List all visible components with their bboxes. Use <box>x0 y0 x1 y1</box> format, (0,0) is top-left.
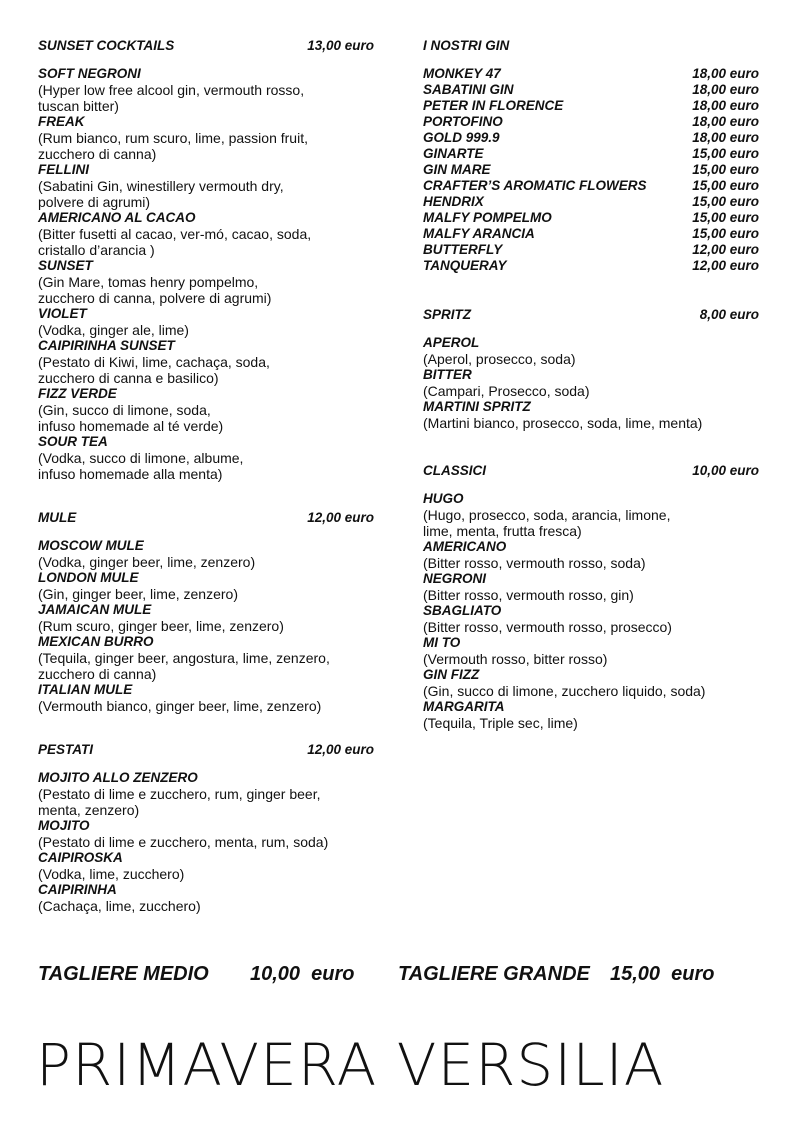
drink-name: APEROL <box>423 335 480 350</box>
drink-name: AMERICANO AL CACAO <box>38 210 196 225</box>
drink-description: (Hyper low free alcool gin, vermouth rosso, <box>38 82 305 98</box>
gin-row <box>423 258 759 274</box>
menu-item <box>423 603 759 635</box>
drink-description: (Sabatini Gin, winestillery vermouth dry, <box>38 178 284 194</box>
drink-name: SOUR TEA <box>38 434 108 449</box>
drink-description: (Vermouth rosso, bitter rosso) <box>423 651 608 667</box>
drink-description: cristallo d’arancia ) <box>38 242 155 258</box>
gin-name: HENDRIX <box>423 194 484 209</box>
drink-description: zucchero di canna, polvere di agrumi) <box>38 290 272 306</box>
gin-price: 18,00 euro <box>692 66 759 81</box>
gin-price: 12,00 euro <box>692 242 759 257</box>
drink-name: VIOLET <box>38 306 87 321</box>
drink-description: (Martini bianco, prosecco, soda, lime, menta) <box>423 415 703 431</box>
section-gin <box>423 36 759 274</box>
drink-description: (Vodka, lime, zucchero) <box>38 866 185 882</box>
drink-name: AMERICANO <box>423 539 507 554</box>
section-title: SPRITZ <box>423 307 472 322</box>
section-price: 12,00 euro <box>307 742 374 757</box>
drink-name: MARGARITA <box>423 699 505 714</box>
drink-description: zucchero di canna) <box>38 146 157 162</box>
menu-item <box>38 66 374 114</box>
gin-row <box>423 210 759 226</box>
tagliere-price: 10,00 euro <box>250 963 355 985</box>
tagliere-row <box>38 963 758 986</box>
gin-price: 15,00 euro <box>692 226 759 241</box>
gin-price: 15,00 euro <box>692 162 759 177</box>
gin-price: 15,00 euro <box>692 194 759 209</box>
drink-description: lime, menta, frutta fresca) <box>423 523 582 539</box>
tagliere-name: TAGLIERE GRANDE <box>398 963 590 985</box>
left-column <box>38 36 374 914</box>
drink-name: CAIPIRINHA <box>38 882 117 897</box>
menu-item <box>423 399 759 431</box>
section-title: PESTATI <box>38 742 94 757</box>
gin-row <box>423 130 759 146</box>
drink-name: ITALIAN MULE <box>38 682 133 697</box>
menu-item <box>38 306 374 338</box>
drink-description: tuscan bitter) <box>38 98 119 114</box>
section-header <box>423 36 759 56</box>
brand-title: PRIMAVERA VERSILIA <box>36 1031 665 1099</box>
gin-name: BUTTERFLY <box>423 242 503 257</box>
gin-price: 18,00 euro <box>692 82 759 97</box>
section-header <box>38 36 374 56</box>
menu-item <box>38 818 374 850</box>
gin-name: PETER IN FLORENCE <box>423 98 564 113</box>
section-title: MULE <box>38 510 77 525</box>
section-title: CLASSICI <box>423 463 487 478</box>
drink-name: SBAGLIATO <box>423 603 502 618</box>
drink-name: MOJITO ALLO ZENZERO <box>38 770 198 785</box>
menu-item <box>423 635 759 667</box>
gin-price: 12,00 euro <box>692 258 759 273</box>
gin-name: MONKEY 47 <box>423 66 501 81</box>
drink-name: JAMAICAN MULE <box>38 602 152 617</box>
gin-name: SABATINI GIN <box>423 82 514 97</box>
drink-name: MI TO <box>423 635 461 650</box>
menu-item <box>423 335 759 367</box>
menu-item <box>38 770 374 818</box>
drink-description: (Rum scuro, ginger beer, lime, zenzero) <box>38 618 284 634</box>
section-header <box>38 508 374 528</box>
drink-name: SOFT NEGRONI <box>38 66 141 81</box>
gin-name: GOLD 999.9 <box>423 130 500 145</box>
drink-description: (Vermouth bianco, ginger beer, lime, zenzero) <box>38 698 322 714</box>
menu-item <box>38 258 374 306</box>
drink-description: (Bitter rosso, vermouth rosso, prosecco) <box>423 619 672 635</box>
drink-name: MEXICAN BURRO <box>38 634 154 649</box>
drink-description: (Pestato di lime e zucchero, rum, ginger beer, <box>38 786 321 802</box>
drink-description: (Cachaça, lime, zucchero) <box>38 898 201 914</box>
gin-name: GIN MARE <box>423 162 491 177</box>
section-sunset-cocktails <box>38 36 374 482</box>
menu-item <box>38 682 374 714</box>
drink-name: SUNSET <box>38 258 93 273</box>
menu-item <box>38 434 374 482</box>
menu-item <box>38 602 374 634</box>
menu-item <box>423 539 759 571</box>
gin-name: CRAFTER’S AROMATIC FLOWERS <box>423 178 647 193</box>
gin-row <box>423 242 759 258</box>
drink-description: (Vodka, succo di limone, albume, <box>38 450 244 466</box>
drink-description: (Bitter fusetti al cacao, ver-mó, cacao, soda, <box>38 226 312 242</box>
gin-row <box>423 98 759 114</box>
drink-name: CAIPIROSKA <box>38 850 123 865</box>
menu-item <box>423 367 759 399</box>
gin-row <box>423 178 759 194</box>
gin-row <box>423 162 759 178</box>
section-pestati <box>38 740 374 914</box>
drink-description: (Gin Mare, tomas henry pompelmo, <box>38 274 259 290</box>
drink-name: GIN FIZZ <box>423 667 480 682</box>
section-mule <box>38 508 374 714</box>
drink-name: BITTER <box>423 367 472 382</box>
tagliere-grande <box>398 963 758 986</box>
drink-description: zucchero di canna) <box>38 666 157 682</box>
gin-row <box>423 146 759 162</box>
section-classici <box>423 461 759 731</box>
drink-description: menta, zenzero) <box>38 802 140 818</box>
section-header <box>423 305 759 325</box>
gin-price: 18,00 euro <box>692 114 759 129</box>
tagliere-price: 15,00 euro <box>610 963 715 985</box>
drink-name: NEGRONI <box>423 571 487 586</box>
menu-item <box>423 667 759 699</box>
gin-row <box>423 194 759 210</box>
section-header <box>423 461 759 481</box>
menu-item <box>38 114 374 162</box>
gin-row <box>423 226 759 242</box>
menu-item <box>38 882 374 914</box>
menu-item <box>38 338 374 386</box>
menu-item <box>38 538 374 570</box>
gin-name: GINARTE <box>423 146 484 161</box>
drink-description: (Bitter rosso, vermouth rosso, gin) <box>423 587 634 603</box>
gin-name: TANQUERAY <box>423 258 507 273</box>
drink-description: (Gin, ginger beer, lime, zenzero) <box>38 586 238 602</box>
drink-description: (Vodka, ginger beer, lime, zenzero) <box>38 554 256 570</box>
gin-price: 15,00 euro <box>692 178 759 193</box>
gin-name: PORTOFINO <box>423 114 503 129</box>
drink-description: (Rum bianco, rum scuro, lime, passion fruit, <box>38 130 308 146</box>
gin-row <box>423 82 759 98</box>
drink-name: FREAK <box>38 114 85 129</box>
drink-name: CAIPIRINHA SUNSET <box>38 338 175 353</box>
drink-description: infuso homemade alla menta) <box>38 466 223 482</box>
menu-item <box>38 210 374 258</box>
gin-name: MALFY POMPELMO <box>423 210 552 225</box>
gin-name: MALFY ARANCIA <box>423 226 535 241</box>
gin-price: 18,00 euro <box>692 130 759 145</box>
section-header <box>38 740 374 760</box>
drink-description: (Tequila, Triple sec, lime) <box>423 715 578 731</box>
drink-description: infuso homemade al té verde) <box>38 418 224 434</box>
drink-description: (Pestato di Kiwi, lime, cachaça, soda, <box>38 354 270 370</box>
drink-name: LONDON MULE <box>38 570 139 585</box>
menu-item <box>38 634 374 682</box>
section-title: SUNSET COCKTAILS <box>38 38 175 53</box>
drink-description: (Hugo, prosecco, soda, arancia, limone, <box>423 507 671 523</box>
drink-description: (Aperol, prosecco, soda) <box>423 351 576 367</box>
drink-name: FIZZ VERDE <box>38 386 117 401</box>
menu-item <box>38 386 374 434</box>
drink-name: MOSCOW MULE <box>38 538 144 553</box>
menu-item <box>423 491 759 539</box>
drink-description: polvere di agrumi) <box>38 194 151 210</box>
drink-description: (Pestato di lime e zucchero, menta, rum, soda) <box>38 834 329 850</box>
section-price: 13,00 euro <box>307 38 374 53</box>
tagliere-name: TAGLIERE MEDIO <box>38 963 209 985</box>
drink-name: MARTINI SPRITZ <box>423 399 531 414</box>
gin-price: 15,00 euro <box>692 210 759 225</box>
menu-item <box>38 570 374 602</box>
menu-item <box>423 571 759 603</box>
drink-description: (Gin, succo di limone, zucchero liquido, soda) <box>423 683 706 699</box>
drink-name: FELLINI <box>38 162 89 177</box>
gin-list <box>423 66 759 274</box>
menu-item <box>38 162 374 210</box>
drink-description: (Bitter rosso, vermouth rosso, soda) <box>423 555 646 571</box>
right-column <box>423 36 759 731</box>
drink-description: zucchero di canna e basilico) <box>38 370 219 386</box>
section-title: I NOSTRI GIN <box>423 38 510 53</box>
section-spritz <box>423 305 759 431</box>
gin-row <box>423 66 759 82</box>
menu-item <box>38 850 374 882</box>
drink-description: (Campari, Prosecco, soda) <box>423 383 590 399</box>
section-price: 10,00 euro <box>692 463 759 478</box>
drink-description: (Vodka, ginger ale, lime) <box>38 322 189 338</box>
gin-price: 18,00 euro <box>692 98 759 113</box>
menu-item <box>423 699 759 731</box>
drink-description: (Tequila, ginger beer, angostura, lime, zenzero, <box>38 650 330 666</box>
gin-row <box>423 114 759 130</box>
gin-price: 15,00 euro <box>692 146 759 161</box>
tagliere-medio <box>38 963 398 986</box>
section-price: 12,00 euro <box>307 510 374 525</box>
drink-description: (Gin, succo di limone, soda, <box>38 402 211 418</box>
drink-name: MOJITO <box>38 818 90 833</box>
drink-name: HUGO <box>423 491 464 506</box>
section-price: 8,00 euro <box>699 307 759 322</box>
